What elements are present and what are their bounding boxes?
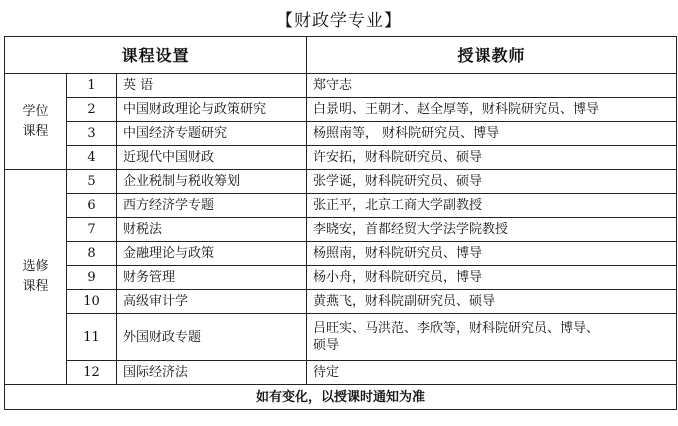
teacher-name: 吕旺实、马洪范、李欣等，财科院研究员、博导、 硕导 — [307, 314, 677, 361]
row-number: 5 — [67, 170, 117, 194]
table-header-row — [5, 37, 677, 74]
row-number: 3 — [67, 122, 117, 146]
table-row — [5, 314, 677, 361]
row-number: 8 — [67, 242, 117, 266]
course-name: 西方经济学专题 — [117, 194, 307, 218]
row-number: 6 — [67, 194, 117, 218]
row-number: 10 — [67, 290, 117, 314]
table-row — [5, 74, 677, 98]
course-name: 金融理论与政策 — [117, 242, 307, 266]
row-number: 7 — [67, 218, 117, 242]
course-name: 外国财政专题 — [117, 314, 307, 361]
teacher-name: 张正平，北京工商大学副教授 — [307, 194, 677, 218]
row-number: 12 — [67, 361, 117, 385]
table-row — [5, 122, 677, 146]
course-name: 国际经济法 — [117, 361, 307, 385]
table-row — [5, 361, 677, 385]
row-number: 4 — [67, 146, 117, 170]
header-course: 课程设置 — [5, 37, 307, 74]
footer-note: 如有变化，以授课时通知为准 — [5, 385, 677, 410]
row-number: 9 — [67, 266, 117, 290]
group-required: 学位 课程 — [5, 74, 67, 170]
row-number: 1 — [67, 74, 117, 98]
course-name: 企业税制与税收筹划 — [117, 170, 307, 194]
teacher-name: 杨照南等， 财科院研究员、博导 — [307, 122, 677, 146]
course-name: 英 语 — [117, 74, 307, 98]
teacher-name: 张学诞，财科院研究员、硕导 — [307, 170, 677, 194]
table-row — [5, 242, 677, 266]
course-table — [4, 36, 677, 410]
table-row — [5, 218, 677, 242]
teacher-name: 许安拓，财科院研究员、硕导 — [307, 146, 677, 170]
teacher-name: 待定 — [307, 361, 677, 385]
teacher-name: 白景明、王朝才、赵全厚等，财科院研究员、博导 — [307, 98, 677, 122]
teacher-name: 杨小舟，财科院研究员，博导 — [307, 266, 677, 290]
teacher-name: 黄燕飞，财科院副研究员、硕导 — [307, 290, 677, 314]
row-number: 2 — [67, 98, 117, 122]
course-name: 财务管理 — [117, 266, 307, 290]
table-row — [5, 146, 677, 170]
table-row — [5, 98, 677, 122]
course-name: 中国经济专题研究 — [117, 122, 307, 146]
course-name: 中国财政理论与政策研究 — [117, 98, 307, 122]
course-name: 近现代中国财政 — [117, 146, 307, 170]
table-row — [5, 170, 677, 194]
table-row — [5, 266, 677, 290]
teacher-name: 杨照南，财科院研究员、博导 — [307, 242, 677, 266]
row-number: 11 — [67, 314, 117, 361]
header-teacher: 授课教师 — [307, 37, 677, 74]
course-name: 高级审计学 — [117, 290, 307, 314]
teacher-name: 郑守志 — [307, 74, 677, 98]
table-footer-row — [5, 385, 677, 410]
table-row — [5, 290, 677, 314]
teacher-name: 李晓安，首都经贸大学法学院教授 — [307, 218, 677, 242]
course-name: 财税法 — [117, 218, 307, 242]
table-row — [5, 194, 677, 218]
group-elective: 选修 课程 — [5, 170, 67, 385]
page-title: 【财政学专业】 — [276, 11, 402, 31]
